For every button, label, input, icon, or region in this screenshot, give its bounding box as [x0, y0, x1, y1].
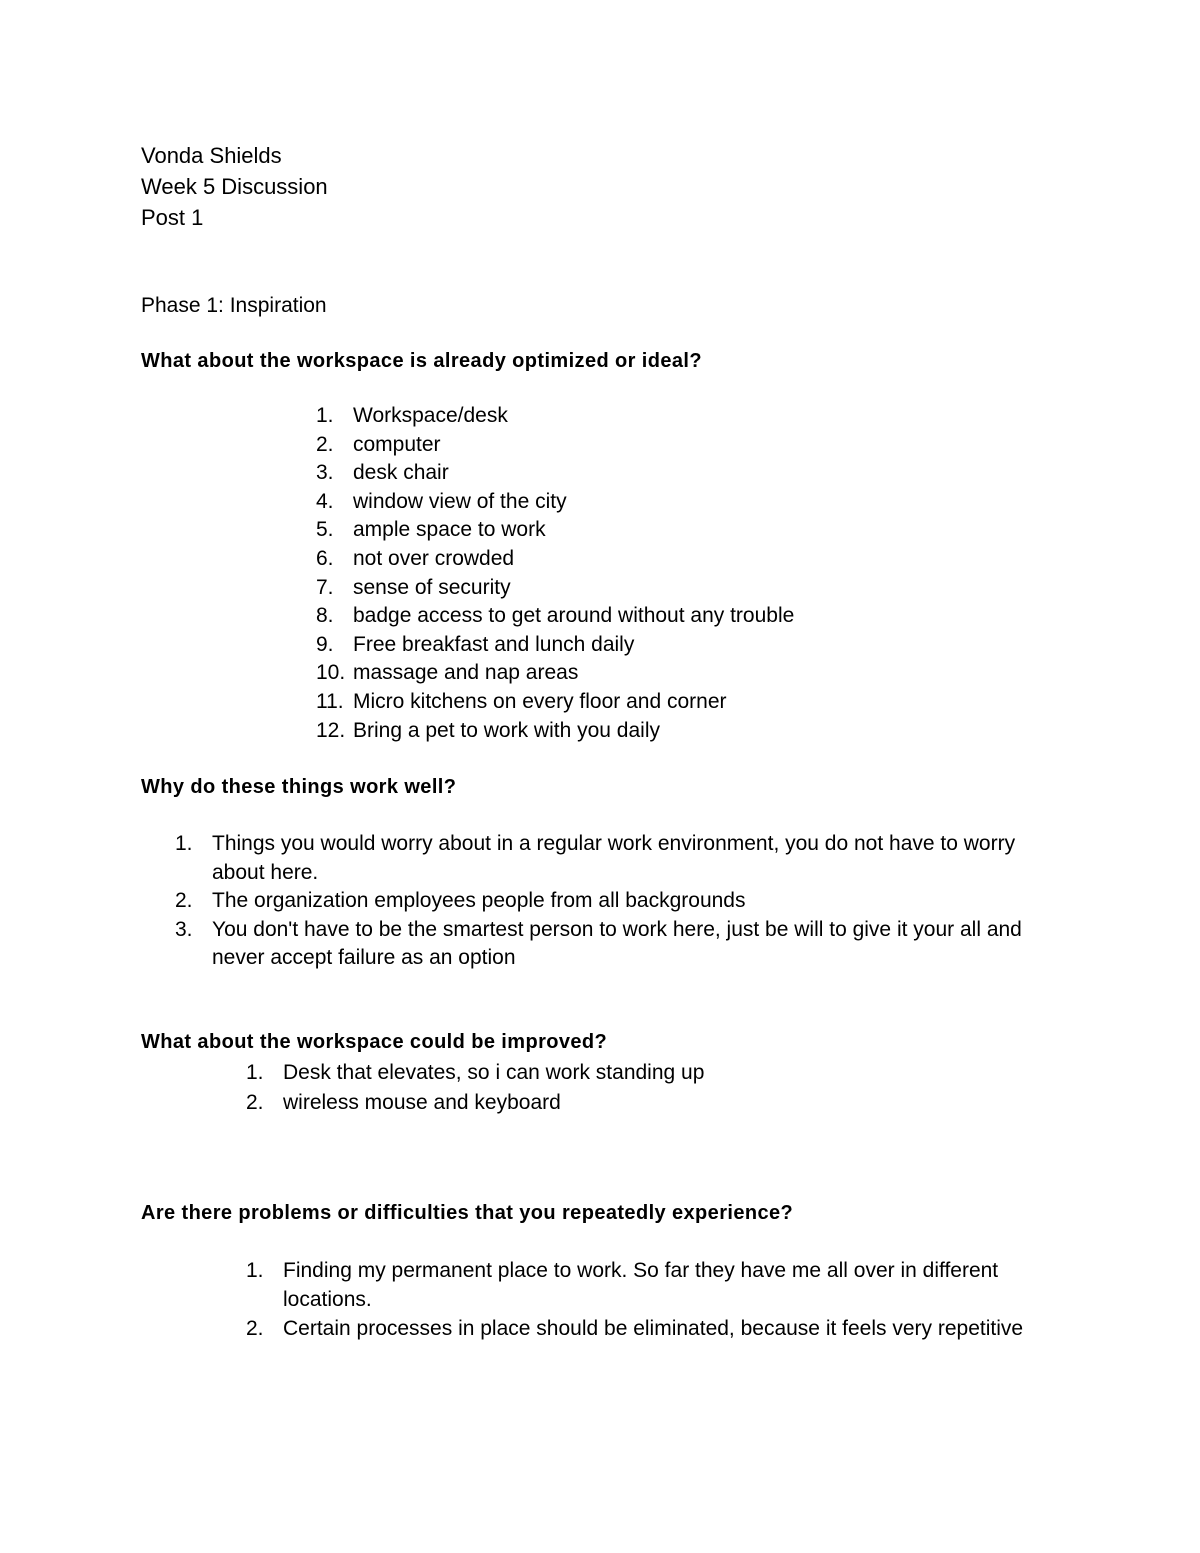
list-number: 2.: [175, 889, 193, 913]
list-improve: [246, 1058, 704, 1117]
list-text: The organization employees people from all backgrounds: [212, 889, 746, 913]
list-number: 1.: [175, 832, 193, 855]
list-number: 11.: [316, 689, 344, 713]
list-item: [246, 1088, 704, 1118]
list-text: sense of security: [353, 575, 511, 599]
list-text: Certain processes in place should be eliminated, because it feels very repetitive: [283, 1317, 1024, 1340]
list-item: [316, 602, 794, 631]
list-number: 9.: [316, 632, 334, 656]
list-item: [316, 574, 794, 603]
list-text: computer: [353, 432, 441, 456]
list-text: window view of the city: [353, 489, 567, 513]
list-number: 7.: [316, 575, 334, 599]
list-item: [246, 1058, 704, 1088]
list-text: Bring a pet to work with you daily: [353, 718, 660, 742]
list-item: [316, 631, 794, 660]
list-text: massage and nap areas: [353, 661, 579, 685]
list-number: 1.: [246, 1061, 264, 1084]
list-text: Finding my permanent place to work. So far they have me all over in different locations.: [283, 1259, 999, 1311]
list-number: 3.: [316, 461, 334, 485]
list-number: 6.: [316, 546, 334, 570]
question-improve: What about the workspace could be improved?: [141, 1031, 608, 1053]
list-text: Desk that elevates, so i can work standing up: [283, 1061, 705, 1084]
list-number: 4.: [316, 489, 334, 513]
list-number: 2.: [246, 1090, 264, 1114]
list-item: [246, 1256, 1053, 1314]
list-text: Micro kitchens on every floor and corner: [353, 689, 727, 713]
list-item: [175, 887, 1052, 916]
list-number: 5.: [316, 518, 334, 542]
list-text: ample space to work: [353, 518, 546, 542]
list-text: not over crowded: [353, 546, 515, 570]
list-problems: [246, 1256, 1053, 1343]
list-item: [316, 459, 794, 488]
list-number: 2.: [246, 1317, 264, 1340]
author-name: Vonda Shields: [141, 143, 282, 168]
question-optimized: What about the workspace is already optimized or ideal?: [141, 350, 703, 372]
post-title: Post 1: [141, 205, 204, 230]
list-item: [175, 916, 1052, 973]
list-text: Workspace/desk: [353, 404, 508, 427]
list-number: 3.: [175, 917, 193, 941]
list-number: 2.: [316, 432, 334, 456]
list-text: wireless mouse and keyboard: [283, 1090, 561, 1114]
list-item: [316, 402, 794, 431]
list-item: [316, 488, 794, 517]
phase-title: Phase 1: Inspiration: [141, 294, 327, 317]
list-number: 10.: [316, 661, 346, 685]
list-item: [175, 830, 1052, 887]
list-item: [316, 516, 794, 545]
list-optimized: [316, 402, 794, 745]
list-number: 12.: [316, 718, 346, 742]
list-item: [316, 688, 794, 717]
list-text: You don't have to be the smartest person to work here, just be will to give it your all and never accept failure as an option: [212, 917, 1022, 970]
list-item: [316, 717, 794, 746]
list-item: [316, 659, 794, 688]
course-title: Week 5 Discussion: [141, 174, 328, 199]
list-item: [316, 431, 794, 460]
list-number: 8.: [316, 604, 334, 628]
list-text: Free breakfast and lunch daily: [353, 632, 635, 656]
list-number: 1.: [316, 404, 334, 427]
question-why: Why do these things work well?: [141, 776, 457, 798]
list-item: [246, 1314, 1053, 1343]
question-problems: Are there problems or difficulties that you repeatedly experience?: [141, 1202, 794, 1224]
list-text: desk chair: [353, 461, 449, 485]
list-text: badge access to get around without any trouble: [353, 604, 795, 628]
list-text: Things you would worry about in a regular work environment, you do not have to worry about here.: [212, 832, 1016, 884]
list-why: [175, 830, 1052, 973]
list-item: [316, 545, 794, 574]
list-number: 1.: [246, 1259, 264, 1282]
